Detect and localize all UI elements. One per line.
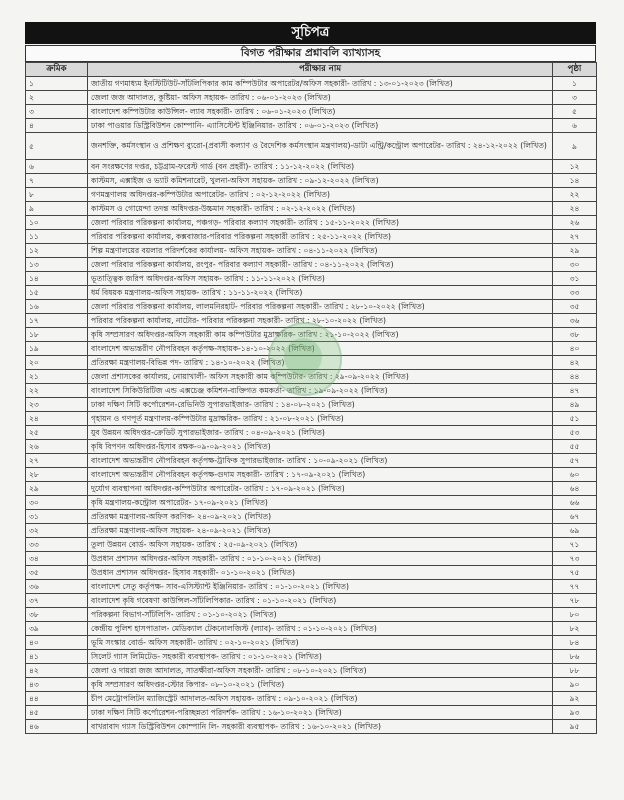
- row-page-number: ৯০: [553, 678, 597, 692]
- row-page-number: ৫৫: [553, 440, 597, 454]
- row-serial: ১৩: [26, 258, 88, 272]
- row-exam-name: পরিবার পরিকল্পনা কার্যালয়, নাটোর- পরিবার পরিকল্পনা সহকারী- তারিখ : ২৮-১০-২০২২ (লিখিত): [88, 314, 553, 328]
- row-page-number: ৬৭: [553, 510, 597, 524]
- row-serial: ৪১: [26, 650, 88, 664]
- row-page-number: ৪৯: [553, 398, 597, 412]
- row-exam-name: পরিকল্পনা বিভাগ-সাঁটলিপি- তারিখ : ০১-১০-২০২১ (লিখিত): [88, 608, 553, 622]
- table-row: [26, 286, 597, 300]
- row-exam-name: জেলা পরিবার পরিকল্পনা কার্যালয়, রংপুর- পরিবার কল্যাণ সহকারী- তারিখ : ০৪-১১-২০২২ (লিখিত): [88, 258, 553, 272]
- row-exam-name: কৃষি সম্প্রসারণ অধিদপ্তর-স্টোর কিপার- ০৮-১০-২০২১ (লিখিত): [88, 678, 553, 692]
- page-title: সূচিপত্র: [25, 22, 596, 44]
- row-page-number: ৭৩: [553, 552, 597, 566]
- row-exam-name: ঢাকা দক্ষিণ সিটি কর্পোরেশন-পরিচ্ছন্নতা পরিদর্শক- তারিখ : ১৬-১০-২০২১ (লিখিত): [88, 706, 553, 720]
- row-exam-name: কৃষি সম্প্রসারণ অধিদপ্তর-অফিস সহকারী কাম কম্পিউটার মুদ্রাক্ষরিক- তারিখ : ২১-১০-২০২২ (লিখিত): [88, 328, 553, 342]
- row-exam-name: ভূমি সংস্কার বোর্ড- অফিস সহকারী- তারিখ : ০২-১০-২০২১ (লিখিত): [88, 636, 553, 650]
- table-row: [26, 622, 597, 636]
- row-page-number: ২৯: [553, 244, 597, 258]
- row-exam-name: জেলা পরিবার পরিকল্পনা কার্যালয়, লালমনিরহাট- পরিবার পরিকল্পনা সহকারী- তারিখ : ২৮-১০-২০২২ (লিখিত): [88, 300, 553, 314]
- row-exam-name: কৃষি বিপণন অধিদপ্তর-হিসাব রক্ষক-০৯-০৯-২০২১ (লিখিত): [88, 440, 553, 454]
- row-serial: ৩: [26, 105, 88, 119]
- table-row: [26, 412, 597, 426]
- row-page-number: ৪০: [553, 342, 597, 356]
- table-row: [26, 706, 597, 720]
- row-serial: ১০: [26, 216, 88, 230]
- row-exam-name: প্রতিরক্ষা মন্ত্রণালয়-অফিস সহায়ক- ২৪-০৯-২০২১ (লিখিত): [88, 524, 553, 538]
- row-serial: ২: [26, 91, 88, 105]
- row-page-number: ৮৬: [553, 650, 597, 664]
- row-page-number: ৩১: [553, 272, 597, 286]
- row-page-number: ২২: [553, 188, 597, 202]
- table-row: [26, 468, 597, 482]
- table-row: [26, 188, 597, 202]
- row-page-number: ৫৭: [553, 454, 597, 468]
- row-page-number: ৪২: [553, 356, 597, 370]
- row-exam-name: সিলেট গ্যাস লিমিটেড- সহকারী ব্যবস্থাপক- তারিখ : ০১-১০-২০২১ (লিখিত): [88, 650, 553, 664]
- row-page-number: ৮৮: [553, 664, 597, 678]
- row-serial: ২৪: [26, 412, 88, 426]
- row-exam-name: ভূতাত্ত্বিক জরিপ অধিদপ্তর-অফিস সহায়ক- তারিখ : ১১-১১-২০২২ (লিখিত): [88, 272, 553, 286]
- row-exam-name: চীপ মেট্রোপলিটন ম্যাজিস্ট্রেট আদালত-অফিস সহায়ক- তারিখ : ০৯-১০-২০২১ (লিখিত): [88, 692, 553, 706]
- row-page-number: ৭৫: [553, 566, 597, 580]
- row-page-number: ১২: [553, 160, 597, 174]
- toc-body: [26, 77, 597, 734]
- table-row: [26, 216, 597, 230]
- row-exam-name: বাংলাদেশ কম্পিউটার কাউন্সিল- ল্যাব সহকারী- তারিখ : ০৬-০১-২০২৩ (লিখিত): [88, 105, 553, 119]
- row-page-number: ৬: [553, 119, 597, 133]
- row-exam-name: বাংলাদেশ অভ্যন্তরীণ নৌপরিবহন কর্তৃপক্ষ-গুদাম সহকারী- তারিখ : ১৭-০৯-২০২১ (লিখিত): [88, 468, 553, 482]
- row-page-number: ২৭: [553, 230, 597, 244]
- row-serial: ১১: [26, 230, 88, 244]
- row-serial: ২৫: [26, 426, 88, 440]
- row-serial: ৪৪: [26, 692, 88, 706]
- row-exam-name: যুব উন্নয়ন অধিদপ্তর-ক্রেডিট সুপারভাইজার- তারিখ : ০৪-০৯-২০২১ (লিখিত): [88, 426, 553, 440]
- row-exam-name: উপ্রধান প্রশাসন অধিদপ্তর-অফিস সহকারী- তারিখ : ০১-১০-২০২১ (লিখিত): [88, 552, 553, 566]
- row-serial: ২৭: [26, 454, 88, 468]
- table-row: [26, 133, 597, 160]
- table-row: [26, 496, 597, 510]
- column-header-exam-name: পরীক্ষার নাম: [88, 63, 553, 77]
- row-serial: ১২: [26, 244, 88, 258]
- row-serial: ৩৮: [26, 608, 88, 622]
- table-row: [26, 580, 597, 594]
- row-serial: ৩৩: [26, 538, 88, 552]
- row-exam-name: দুর্যোগ ব্যবস্থাপনা অধিদপ্তর-কম্পিউটার অপারেটর- তারিখ : ১৭-০৯-২০২১ (লিখিত): [88, 482, 553, 496]
- row-page-number: ৪৪: [553, 370, 597, 384]
- row-serial: ২৮: [26, 468, 88, 482]
- row-page-number: ১: [553, 77, 597, 91]
- row-exam-name: বাংলাদেশ অভ্যন্তরীণ নৌপরিবহন কর্তৃপক্ষ-ট্রাফিক সুপারভাইজার- তারিখ : ১০-০৯-২০২১ (লিখিত): [88, 454, 553, 468]
- table-row: [26, 440, 597, 454]
- table-row: [26, 105, 597, 119]
- row-page-number: ৩: [553, 91, 597, 105]
- row-exam-name: প্রতিরক্ষা মন্ত্রণালয়-বিভিন্ন পদ- তারিখ : ১৪-১০-২০২২ (লিখিত): [88, 356, 553, 370]
- row-serial: ৪৫: [26, 706, 88, 720]
- table-row: [26, 482, 597, 496]
- table-row: [26, 678, 597, 692]
- row-page-number: ১৪: [553, 174, 597, 188]
- row-serial: ৩৬: [26, 580, 88, 594]
- table-row: [26, 77, 597, 91]
- row-serial: ২৬: [26, 440, 88, 454]
- row-exam-name: বাংলাদেশ কৃষি গবেষণা কাউন্সিল-সাঁটলিপিকার- তারিখ : ০১-১০-২০২১ (লিখিত): [88, 594, 553, 608]
- row-exam-name: বাংলাদেশ সিকিউরিটিজ এন্ড এক্সচেঞ্জ কমিশন-ব্যক্তিগত কমকর্তা- তারিখ : ১৯-০৯-২০২২ (লিখিত): [88, 384, 553, 398]
- table-row: [26, 510, 597, 524]
- table-row: [26, 692, 597, 706]
- table-row: [26, 300, 597, 314]
- table-row: [26, 636, 597, 650]
- row-page-number: ৩৮: [553, 328, 597, 342]
- row-exam-name: জেলা পরিবার পরিকল্পনা কার্যালয়, পঞ্চগড়- পরিবার কল্যাণ সহকারী- তারিখ : ১৫-১১-২০২২ (লিখিত): [88, 216, 553, 230]
- row-page-number: ৮০: [553, 608, 597, 622]
- row-exam-name: কৃষি মন্ত্রণালয়-কন্ট্রোল অপারেটর- ১৭-০৯-২০২১ (লিখিত): [88, 496, 553, 510]
- row-exam-name: প্রতিরক্ষা মন্ত্রণালয়-অফিস করণিক- ২৪-০৯-২০২১ (লিখিত): [88, 510, 553, 524]
- row-serial: ৬: [26, 160, 88, 174]
- table-row: [26, 552, 597, 566]
- row-serial: ৪৩: [26, 678, 88, 692]
- column-header-serial: ক্রমিক: [26, 63, 88, 77]
- row-page-number: ৬০: [553, 468, 597, 482]
- row-exam-name: ঢাকা পাওয়ার ডিস্ট্রিবিউশন কোম্পানি- এ্যাসিস্টেন্ট ইঞ্জিনিয়ার- তারিখ : ০৬-০১-২০২৩ (লিখিত): [88, 119, 553, 133]
- row-serial: ৭: [26, 174, 88, 188]
- row-serial: ২২: [26, 384, 88, 398]
- row-exam-name: কাস্টমস ও গোয়েন্দা তদন্ত অধিদপ্তর-উচ্চমান সহকারী- তারিখ : ০২-১২-২০২২ (লিখিত): [88, 202, 553, 216]
- row-page-number: ৮২: [553, 622, 597, 636]
- table-row: [26, 664, 597, 678]
- row-page-number: ৩৬: [553, 314, 597, 328]
- row-page-number: ৯৫: [553, 720, 597, 734]
- row-exam-name: ধর্ম বিষয়ক মন্ত্রণালয়-অফিস সহায়ক- তারিখ : ১১-১১-২০২২ (লিখিত): [88, 286, 553, 300]
- row-serial: ৩১: [26, 510, 88, 524]
- table-row: [26, 566, 597, 580]
- row-page-number: ৪৭: [553, 384, 597, 398]
- row-serial: ১৬: [26, 300, 88, 314]
- row-exam-name: শিল্প মন্ত্রণালয়ের বয়লার পরিদর্শকের কার্যালয়- অফিস সহায়ক- তারিখ : ০৪-১১-২০২২ (লিখিত): [88, 244, 553, 258]
- column-header-page: পৃষ্ঠা: [553, 63, 597, 77]
- row-serial: ৯: [26, 202, 88, 216]
- table-row: [26, 119, 597, 133]
- row-exam-name: গৃহায়ন ও গণপূর্ত মন্ত্রণালয়-কম্পিউটার মুদ্রাক্ষরিক- তারিখ : ২১-০৮-২০২১ (লিখিত): [88, 412, 553, 426]
- row-serial: ২৯: [26, 482, 88, 496]
- row-page-number: ২৬: [553, 216, 597, 230]
- row-exam-name: জেলা জজ আদালত, কুষ্টিয়া- অফিস সহায়ক- তারিখ : ০৬-০১-২০২৩ (লিখিত): [88, 91, 553, 105]
- row-page-number: ৬৪: [553, 482, 597, 496]
- row-serial: ৩২: [26, 524, 88, 538]
- row-serial: ৮: [26, 188, 88, 202]
- row-page-number: ৯৩: [553, 706, 597, 720]
- row-serial: ৪: [26, 119, 88, 133]
- row-serial: ৩৯: [26, 622, 88, 636]
- table-row: [26, 272, 597, 286]
- row-page-number: ৯২: [553, 692, 597, 706]
- row-page-number: ৫: [553, 105, 597, 119]
- table-row: [26, 244, 597, 258]
- row-serial: ২৩: [26, 398, 88, 412]
- toc-table: [25, 62, 597, 734]
- table-row: [26, 174, 597, 188]
- row-serial: ২১: [26, 370, 88, 384]
- row-serial: ১৯: [26, 342, 88, 356]
- row-page-number: ৭১: [553, 538, 597, 552]
- row-page-number: ২৪: [553, 202, 597, 216]
- row-serial: ৩৫: [26, 566, 88, 580]
- table-row: [26, 258, 597, 272]
- row-exam-name: কাস্টমস, এক্সাইজ ও ভ্যাট কমিশনারেট, খুলনা-অফিস সহায়ক- তারিখ : ০৯-১২-২০২২ (লিখিত): [88, 174, 553, 188]
- row-page-number: ৯: [553, 133, 597, 160]
- watermark-seal: [268, 322, 342, 396]
- row-exam-name: বন সংরক্ষণের দপ্তর, চট্টগ্রাম-ফরেস্ট গার্ড (বন প্রহরী)- তারিখ : ১১-১২-২০২২ (লিখিত): [88, 160, 553, 174]
- row-page-number: ৬৯: [553, 524, 597, 538]
- table-row: [26, 202, 597, 216]
- row-serial: ১৪: [26, 272, 88, 286]
- table-row: [26, 398, 597, 412]
- row-exam-name: জাতীয় গণমাধ্যম ইনস্টিটিউট-সাঁটলিপিকার কাম কম্পিউটার অপারেটর/অফিস সহকারী- তারিখ : ১৩-০১-২০২৩ (লিখিত): [88, 77, 553, 91]
- page-subtitle: বিগত পরীক্ষার প্রশ্নাবলি ব্যাখ্যাসহ: [25, 45, 596, 62]
- row-exam-name: উপ্রধান প্রশাসন অধিদপ্তর- হিসাব সহকারী- ০১-১০-২০২১ (লিখিত): [88, 566, 553, 580]
- row-exam-name: জনশক্তি, কর্মসংস্থান ও প্রশিক্ষণ ব্যুরো-(প্রবাসী কল্যাণ ও বৈদেশিক কর্মসংস্থান মন্ত্রণালয়)-ডাটা এন্ট্রি/কন্ট্রোল অপারেটর- তারিখ : ২৪-১২-২০২২ (লিখিত): [88, 133, 553, 160]
- row-exam-name: বাংলাদেশ অভ্যন্তরীণ নৌপরিবহন কর্তৃপক্ষ-সহায়ক-১৪-১০-২০২২ (লিখিত): [88, 342, 553, 356]
- row-page-number: ৩৫: [553, 300, 597, 314]
- table-row: [26, 230, 597, 244]
- table-row: [26, 454, 597, 468]
- row-exam-name: বাংলাদেশ সেতু কর্তৃপক্ষ- সাব-এসিস্ট্যান্ট ইঞ্জিনিয়ার- তারিখ : ০১-১০-২০২১ (লিখিত): [88, 580, 553, 594]
- row-serial: ২০: [26, 356, 88, 370]
- row-exam-name: গণমন্ত্রণালয় অধিদপ্তর-কম্পিউটার অপারেটর- তারিখ : ০২-১২-২০২২ (লিখিত): [88, 188, 553, 202]
- row-serial: ১৫: [26, 286, 88, 300]
- row-serial: ৪২: [26, 664, 88, 678]
- row-exam-name: তুলা উন্নয়ন বোর্ড- অফিস সহায়ক- তারিখ : ২৫-০৯-২০২১ (লিখিত): [88, 538, 553, 552]
- row-page-number: ৭৭: [553, 580, 597, 594]
- row-page-number: ৮৪: [553, 636, 597, 650]
- watermark-seal-core: [284, 338, 322, 376]
- row-serial: ১৭: [26, 314, 88, 328]
- table-row: [26, 524, 597, 538]
- table-row: [26, 720, 597, 734]
- row-page-number: ৩৩: [553, 286, 597, 300]
- row-exam-name: বাখরাবাদ গ্যাস ডিস্ট্রিবিউশন কোম্পানি লি- সহকারী ব্যবস্থাপক- তারিখ : ১৬-১০-২০২১ (লিখিত): [88, 720, 553, 734]
- row-exam-name: কেন্দ্রীয় পুলিশ হাসপাতাল- মেডিক্যাল টেকনোলজিস্ট (ল্যাব)- তারিখ : ০১-১০-২০২১ (লিখিত): [88, 622, 553, 636]
- row-serial: ৫: [26, 133, 88, 160]
- row-exam-name: পরিবার পরিকল্পনা কার্যালয়, কক্সবাজার-পরিবার পরিকল্পনা সহকারী তারিখ : ২৫-১১-২০২২ (লিখিত): [88, 230, 553, 244]
- row-serial: ৪৬: [26, 720, 88, 734]
- row-serial: ৩০: [26, 496, 88, 510]
- row-page-number: ৫১: [553, 412, 597, 426]
- row-page-number: ৭৮: [553, 594, 597, 608]
- toc-header-row: [26, 63, 597, 77]
- table-row: [26, 426, 597, 440]
- row-exam-name: জেলা ও দায়রা জজ আদালত, সাতক্ষীরা-অফিস সহকারী- তারিখ : ০৮-১০-২০২১ (লিখিত): [88, 664, 553, 678]
- row-serial: ৩৪: [26, 552, 88, 566]
- table-row: [26, 91, 597, 105]
- row-serial: ৪০: [26, 636, 88, 650]
- row-page-number: ৫৩: [553, 426, 597, 440]
- row-serial: ৩৭: [26, 594, 88, 608]
- row-serial: ১৮: [26, 328, 88, 342]
- row-exam-name: ঢাকা দক্ষিণ সিটি কর্পোরেশন-রেভিনিউ সুপারভাইজার- তারিখ : ১৪-০৮-২০২১ (লিখিত): [88, 398, 553, 412]
- row-exam-name: জেলা প্রশাসকের কার্যালয়, নোয়াখালী- অফিস সহকারী কাম কম্পিউটার- তারিখ : ২৯-০৯-২০২২ (লিখিত): [88, 370, 553, 384]
- row-page-number: ৩০: [553, 258, 597, 272]
- row-serial: ১: [26, 77, 88, 91]
- table-row: [26, 538, 597, 552]
- table-row: [26, 608, 597, 622]
- table-row: [26, 160, 597, 174]
- table-row: [26, 650, 597, 664]
- table-row: [26, 594, 597, 608]
- row-page-number: ৬৬: [553, 496, 597, 510]
